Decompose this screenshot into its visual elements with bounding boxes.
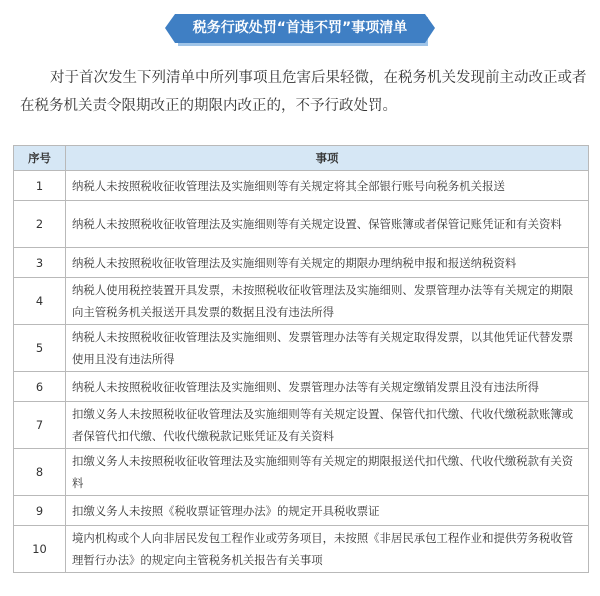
table-row xyxy=(14,526,589,573)
row-text: 境内机构或个人向非居民发包工程作业或劳务项目，未按照《非居民承包工程作业和提供劳务税收管理暂行办法》的规定向主管税务机关报告有关事项 xyxy=(66,526,589,573)
items-table-wrap xyxy=(13,145,588,573)
row-text: 扣缴义务人未按照税收征收管理法及实施细则等有关规定的期限报送代扣代缴、代收代缴税款有关资料 xyxy=(66,449,589,496)
row-text: 扣缴义务人未按照《税收票证管理办法》的规定开具税收票证 xyxy=(66,496,589,526)
row-text: 纳税人未按照税收征收管理法及实施细则等有关规定设置、保管账簿或者保管记账凭证和有关资料 xyxy=(66,201,589,248)
row-number: 7 xyxy=(14,402,66,449)
table-row xyxy=(14,372,589,402)
table-header-row xyxy=(14,146,589,171)
row-text: 纳税人使用税控装置开具发票，未按照税收征收管理法及实施细则、发票管理办法等有关规定的期限向主管税务机关报送开具发票的数据且没有违法所得 xyxy=(66,278,589,325)
intro-paragraph: 对于首次发生下列清单中所列事项且危害后果轻微，在税务机关发现前主动改正或者在税务机关责令限期改正的期限内改正的，不予行政处罚。 xyxy=(20,70,587,114)
table-row xyxy=(14,325,589,372)
table-row xyxy=(14,496,589,526)
row-number: 6 xyxy=(14,372,66,402)
title-banner-wrap xyxy=(0,14,600,43)
row-text: 纳税人未按照税收征收管理法及实施细则、发票管理办法等有关规定取得发票，以其他凭证代替发票使用且没有违法所得 xyxy=(66,325,589,372)
row-number: 5 xyxy=(14,325,66,372)
table-row xyxy=(14,449,589,496)
row-number: 2 xyxy=(14,201,66,248)
table-row xyxy=(14,402,589,449)
row-number: 8 xyxy=(14,449,66,496)
row-text: 纳税人未按照税收征收管理法及实施细则等有关规定的期限办理纳税申报和报送纳税资料 xyxy=(66,248,589,278)
row-number: 4 xyxy=(14,278,66,325)
table-row xyxy=(14,171,589,201)
row-text: 纳税人未按照税收征收管理法及实施细则等有关规定将其全部银行账号向税务机关报送 xyxy=(66,171,589,201)
items-table xyxy=(13,145,589,573)
row-number: 1 xyxy=(14,171,66,201)
table-row xyxy=(14,248,589,278)
header-item: 事项 xyxy=(66,146,589,171)
row-number: 10 xyxy=(14,526,66,573)
row-text: 纳税人未按照税收征收管理法及实施细则、发票管理办法等有关规定缴销发票且没有违法所得 xyxy=(66,372,589,402)
row-number: 9 xyxy=(14,496,66,526)
table-row xyxy=(14,278,589,325)
row-text: 扣缴义务人未按照税收征收管理法及实施细则等有关规定设置、保管代扣代缴、代收代缴税款账簿或者保管代扣代缴、代收代缴税款记账凭证及有关资料 xyxy=(66,402,589,449)
header-number: 序号 xyxy=(14,146,66,171)
title-banner: 税务行政处罚“首违不罚”事项清单 xyxy=(175,14,425,43)
table-row xyxy=(14,201,589,248)
row-number: 3 xyxy=(14,248,66,278)
